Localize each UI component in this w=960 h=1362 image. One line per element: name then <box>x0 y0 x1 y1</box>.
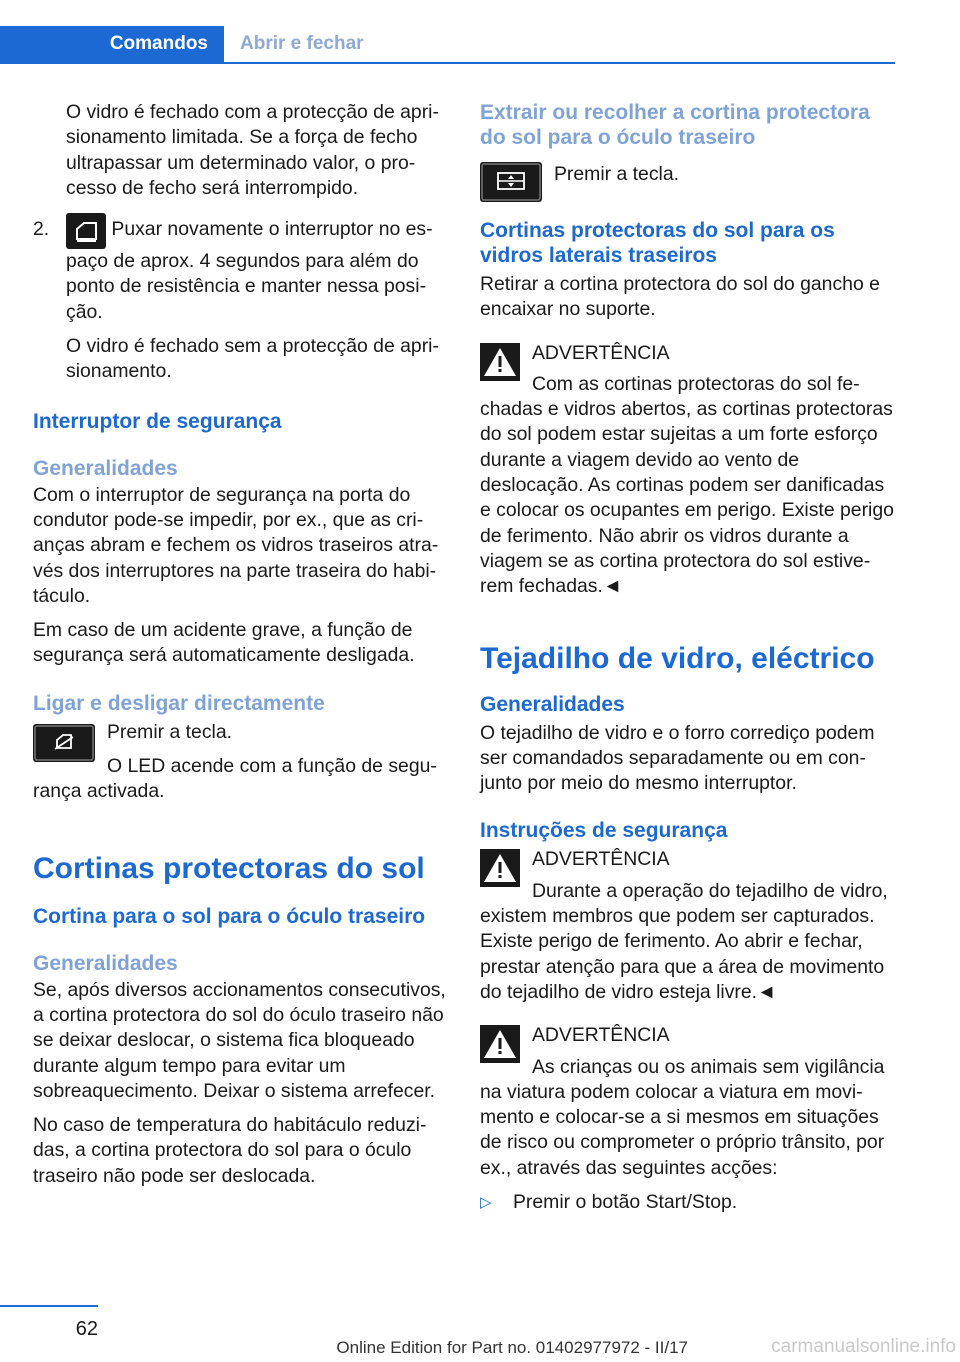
triangle-bullet-icon: ▷ <box>480 1194 492 1212</box>
section-heading: Extrair ou recolher a cortina protectora do sol para o óculo traseiro <box>480 101 870 149</box>
warning-title: ADVERTÊNCIA <box>532 1024 670 1047</box>
section-heading: Instruções de segurança <box>480 819 728 843</box>
list-item <box>33 217 449 384</box>
icon-paragraph <box>33 720 449 814</box>
edition-text: Online Edition for Part no. 01402977972 - II/17 <box>336 1338 688 1357</box>
right-column <box>480 100 896 1215</box>
warning-box <box>480 341 896 600</box>
chapter-heading: Cortinas protectoras do sol <box>33 851 425 885</box>
warning-title: ADVERTÊNCIA <box>532 341 670 364</box>
subsection-heading: Generalidades <box>33 951 178 975</box>
warning-title: ADVERTÊNCIA <box>532 848 670 871</box>
paragraph: Em caso de um acidente grave, a função de segurança será automaticamente desligada. <box>33 619 415 667</box>
paragraph <box>66 217 449 325</box>
paragraph: Premir a tecla. <box>107 720 232 743</box>
section-heading: Interruptor de segurança <box>33 409 282 433</box>
warning-box <box>480 847 896 1005</box>
item-text: Puxar novamente o interruptor no espaço de aprox. 4 segundos para além do ponto de resistência e manter nessa posição. <box>66 218 433 323</box>
section-heading: Cortinas protectoras do sol para os vidros laterais traseiros <box>480 219 835 267</box>
watermark: carmanualsonline.info <box>771 1336 956 1357</box>
header-bar <box>0 26 895 64</box>
warning-icon <box>480 343 520 388</box>
warning-box <box>480 1023 896 1181</box>
paragraph: Com o interruptor de segurança na porta do condutor pode-se impedir, por ex., que as crianças abram e fechem os vidros traseiros através dos interruptores na parte traseira do habitáculo. <box>33 483 439 607</box>
section-heading: Generalidades <box>480 692 625 716</box>
section-heading: Cortina para o sol para o óculo traseiro <box>33 904 426 928</box>
tab-comandos[interactable]: Comandos <box>0 26 224 62</box>
warning-text: Com as cortinas protectoras do sol fechadas e vidros abertos, as cortinas protectoras do sol podem estar sujeitas a um forte esforço durante a viagem devido ao vento de deslocação. As cortinas podem ser danificadas e colocar os ocupantes em perigo. Existe perigo de ferimento. Não abrir os vidros durante a viagem se as cortina protectora do sol estiverem fechadas.◄ <box>480 372 894 598</box>
paragraph: O vidro é fechado sem a protecção de aprisionamento. <box>66 335 439 383</box>
paragraph: Retirar a cortina protectora do sol do gancho e encaixar no suporte. <box>480 273 880 321</box>
left-column <box>33 100 449 1198</box>
paragraph: O vidro é fechado com a protecção de aprisionamento limitada. Se a força de fecho ultrapassar um determinado valor, o processo de fecho será interrompido. <box>66 101 439 199</box>
tab-abrir-e-fechar[interactable]: Abrir e fechar <box>240 33 364 54</box>
paragraph: O tejadilho de vidro e o forro corrediço podem ser comandados separadamente ou em conjunto por meio do mesmo interruptor. <box>480 721 875 795</box>
warning-text: As crianças ou os animais sem vigilância na viatura podem colocar a viatura em movimento e colocar-se a si mesmos em situações de risco ou comprometer o próprio trânsito, por ex., através das seguintes acções: <box>480 1055 885 1179</box>
sunblind-button-icon <box>480 162 542 202</box>
icon-paragraph <box>480 162 896 206</box>
item-number: 2. <box>33 218 50 241</box>
warning-icon <box>480 849 520 894</box>
subsection-heading: Ligar e desligar directamente <box>33 691 325 715</box>
child-lock-button-icon <box>33 724 95 762</box>
paragraph: No caso de temperatura do habitáculo reduzidas, a cortina protectora do sol para o óculo traseiro não pode ser deslocada. <box>33 1114 427 1187</box>
list-item <box>480 1190 896 1215</box>
chapter-heading: Tejadilho de vidro, eléctrico <box>480 641 875 675</box>
paragraph: Premir a tecla. <box>554 163 679 185</box>
bullet-text: Premir o botão Start/Stop. <box>513 1191 738 1214</box>
window-switch-icon <box>66 213 106 249</box>
paragraph: Se, após diversos accionamentos consecutivos, a cortina protectora do sol do óculo traseiro não se deixar deslocar, o sistema fica bloqueado durante algum tempo para evitar um sobreaquecimento. Deixar o sistema arrefecer. <box>33 978 446 1102</box>
warning-icon <box>480 1025 520 1070</box>
paragraph: O LED acende com a função de segurança activada. <box>33 755 437 803</box>
subsection-heading: Generalidades <box>33 456 178 480</box>
footer-divider <box>0 1305 98 1307</box>
page-number: 62 <box>75 1318 98 1340</box>
warning-text: Durante a operação do tejadilho de vidro, existem membros que podem ser capturados. Existe perigo de ferimento. Ao abrir e fechar, prestar atenção para que a área de movimento do tejadilho de vidro esteja livre.◄ <box>480 879 888 1003</box>
